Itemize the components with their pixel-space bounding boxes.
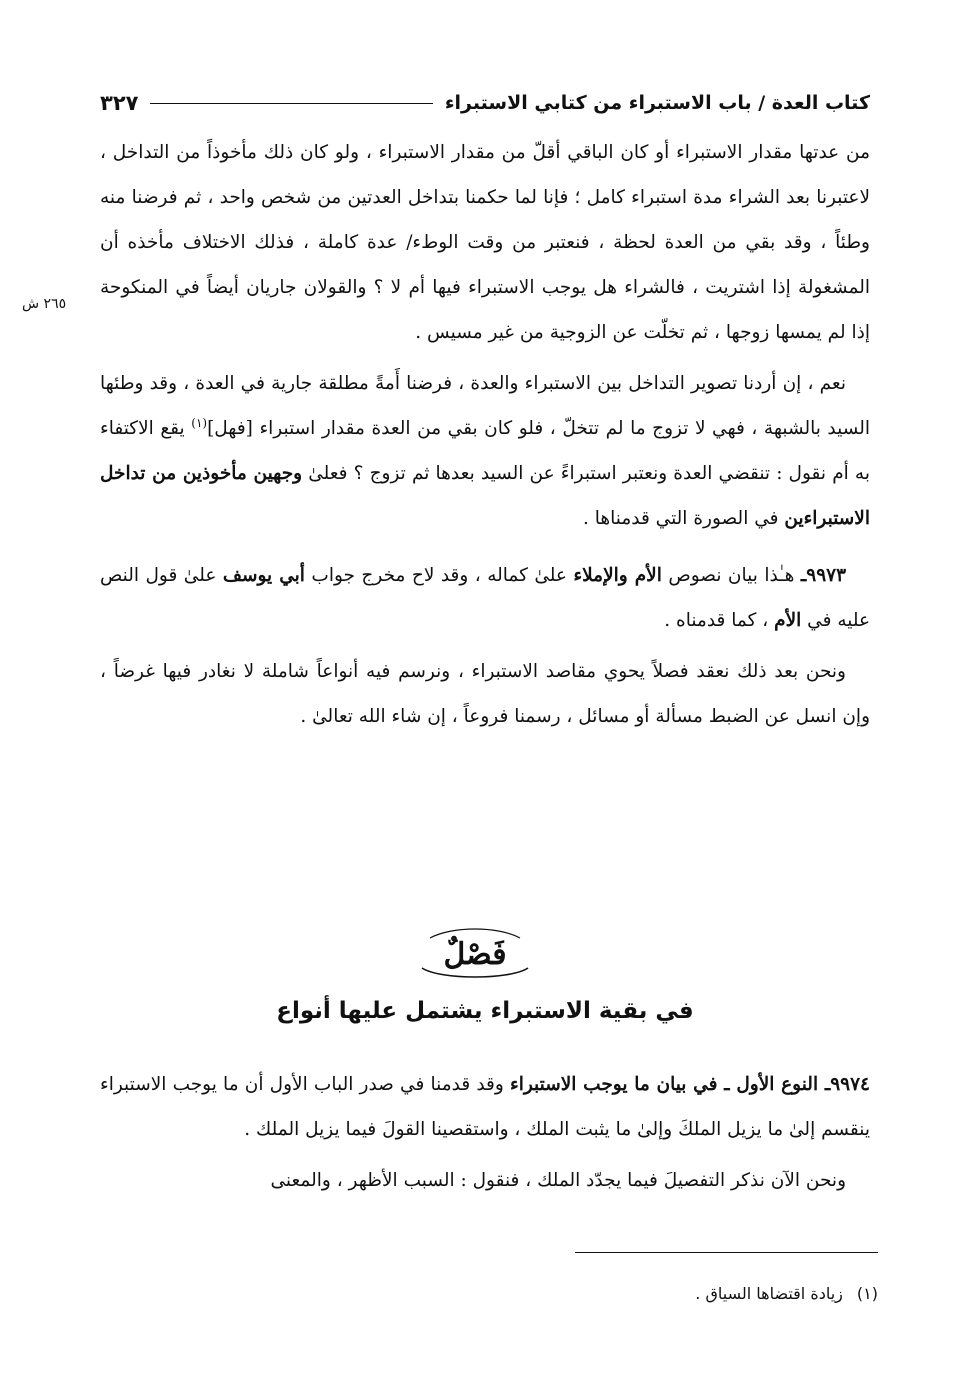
footnote-text: زيادة اقتضاها السياق .	[695, 1284, 843, 1303]
running-header	[100, 86, 870, 120]
issue-number-9973: ٩٩٧٣ـ	[800, 565, 847, 586]
footnote	[450, 1284, 878, 1303]
page-number: ٣٢٧	[100, 91, 139, 115]
paragraph-3-text-a: هـٰذا بيان نصوص	[661, 565, 801, 586]
ornament-word: فَصْلٌ	[443, 937, 507, 972]
footnote-separator	[575, 1252, 878, 1253]
running-title: كتاب العدة / باب الاستبراء من كتابي الاستبراء	[444, 92, 870, 114]
paragraph-2-bold: وجهين مأخوذين من تداخل الاستبراءين	[100, 463, 870, 529]
paragraph-5-text: وقد قدمنا في صدر الباب الأول أن ما يوجب الاستبراء ينقسم إلىٰ ما يزيل الملكَ وإلىٰ ما يثبت الملك ، واستقصينا القولَ فيما يزيل الملك .	[100, 1074, 870, 1140]
paragraph-3-text-d: ، كما قدمناه .	[664, 610, 775, 631]
paragraph-2	[100, 361, 870, 541]
paragraph-5-bold: النوع الأول ـ في بيان ما يوجب الاستبراء	[510, 1074, 825, 1095]
main-text-continued	[100, 1062, 870, 1203]
paragraph-3-text-c: علىٰ قول النص عليه في	[100, 565, 870, 631]
issue-number-9974: ٩٩٧٤ـ	[824, 1074, 870, 1095]
paragraph-2-text-a: نعم ، إن أردنا تصوير التداخل بين الاستبراء والعدة ، فرضنا أَمةً مطلقة جارية في العدة ، وقد وطئها السيد بالشبهة ، فهي لا تزوج ما لم تتخلّ ، فلو كان بقي من العدة مقدار استبراء [فهل]	[100, 373, 871, 439]
paragraph-9974	[100, 1062, 870, 1152]
paragraph-3-bold-2: أبي يوسف	[222, 565, 305, 586]
paragraph-3-text-b: علىٰ كماله ، وقد لاح مخرج جواب	[304, 565, 574, 586]
paragraph-3-bold-3: الأم	[774, 610, 802, 631]
paragraph-1: من عدتها مقدار الاستبراء أو كان الباقي أقلّ من مقدار الاستبراء ، ولو كان ذلك مأخوذاً من التداخل ، لاعتبرنا بعد الشراء مدة استبراء كامل ؛ فإنا لما حكمنا بتداخل العدتين من شخص واحد ، ثم فرضنا منه وطئاً ، وقد بقي من العدة لحظة ، فنعتبر من وقت الوطء/ عدة كاملة ، فذلك الاختلاف مأخذه أن المشغولة إذا اشتريت ، فالشراء هل يوجب الاستبراء فيها أم لا ؟ والقولان جاريان أيضاً في المنكوحة إذا لم يمسها زوجها ، ثم تخلّت عن الزوجية من غير مسيس .	[100, 142, 871, 343]
paragraph-2-text-b: يقع الاكتفاء به أم نقول : تنقضي العدة ونعتبر استبراءً عن السيد بعدها ثم تزوج ؟ فعلىٰ	[100, 418, 870, 484]
paragraph-6: ونحن الآن نذكر التفصيلَ فيما يجدّد الملك ، فنقول : السبب الأظهر ، والمعنى	[270, 1170, 846, 1191]
fasl-calligraphy-ornament	[400, 924, 550, 982]
main-text	[100, 130, 870, 739]
header-rule	[150, 103, 432, 104]
section-heading: في بقية الاستبراء يشتمل عليها أنواع	[276, 998, 694, 1024]
paragraph-2-text-c: في الصورة التي قدمناها .	[582, 508, 785, 529]
footnote-reference: (١)	[191, 415, 208, 430]
footnote-mark: (١)	[856, 1284, 878, 1303]
manuscript-folio-note: ٢٦٥ ش	[22, 296, 67, 312]
paragraph-3-bold-1: الأم والإملاء	[573, 565, 662, 586]
paragraph-9973	[100, 553, 870, 643]
paragraph-4: ونحن بعد ذلك نعقد فصلاً يحوي مقاصد الاستبراء ، ونرسم فيه أنواعاً شاملة لا نغادر فيها غرضاً ، وإن انسل عن الضبط مسألة أو مسائل ، رسمنا فروعاً ، إن شاء الله تعالىٰ .	[100, 661, 870, 727]
